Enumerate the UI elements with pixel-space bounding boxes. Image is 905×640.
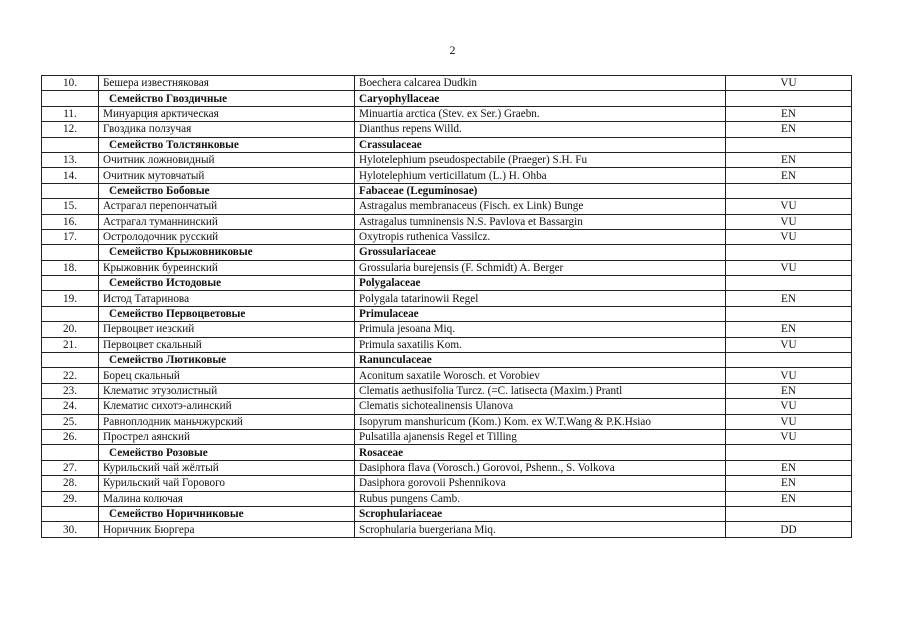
family-row [42,276,852,291]
species-name-latin-cell: Oxytropis ruthenica Vassilcz. [355,229,726,244]
row-number-cell: 22. [42,368,99,383]
species-name-ru-cell: Норичник Бюргера [99,522,355,537]
species-name-ru-cell: Минуарция арктическая [99,106,355,121]
family-name-latin-cell: Caryophyllaceae [355,91,726,106]
family-row [42,137,852,152]
species-row [42,460,852,475]
species-row [42,168,852,183]
family-name-ru-cell: Семейство Истодовые [99,276,355,291]
species-row [42,76,852,91]
species-name-ru-cell: Первоцвет иезский [99,322,355,337]
species-table-body [42,76,852,538]
status-cell: DD [726,522,852,537]
status-cell: VU [726,368,852,383]
status-cell: VU [726,214,852,229]
family-name-latin-cell: Polygalaceae [355,276,726,291]
row-number-cell: 11. [42,106,99,121]
species-row [42,414,852,429]
species-name-ru-cell: Первоцвет скальный [99,337,355,352]
family-name-ru-cell: Семейство Толстянковые [99,137,355,152]
species-name-ru-cell: Клематис этузолистный [99,383,355,398]
species-row [42,368,852,383]
species-row [42,429,852,444]
species-table [41,75,852,538]
species-name-latin-cell: Primula saxatilis Kom. [355,337,726,352]
species-row [42,152,852,167]
row-number-cell: 21. [42,337,99,352]
species-name-ru-cell: Курильский чай жёлтый [99,460,355,475]
species-name-latin-cell: Hylotelephium verticillatum (L.) H. Ohba [355,168,726,183]
species-name-ru-cell: Астрагал туманнинский [99,214,355,229]
family-name-latin-cell: Rosaceae [355,445,726,460]
row-number-cell: 20. [42,322,99,337]
family-name-latin-cell: Scrophulariaceae [355,506,726,521]
species-row [42,399,852,414]
family-name-ru-cell: Семейство Гвоздичные [99,91,355,106]
row-number-cell: 30. [42,522,99,537]
status-cell [726,276,852,291]
row-number-cell [42,183,99,198]
row-number-cell [42,245,99,260]
row-number-cell [42,506,99,521]
species-name-latin-cell: Isopyrum manshuricum (Kom.) Kom. ex W.T.Wang & P.K.Hsiao [355,414,726,429]
species-name-latin-cell: Hylotelephium pseudospectabile (Praeger) S.H. Fu [355,152,726,167]
status-cell [726,306,852,321]
status-cell [726,137,852,152]
species-row [42,122,852,137]
family-row [42,353,852,368]
family-name-latin-cell: Ranunculaceae [355,353,726,368]
row-number-cell: 29. [42,491,99,506]
family-name-ru-cell: Семейство Бобовые [99,183,355,198]
family-name-latin-cell: Crassulaceae [355,137,726,152]
page-number: 2 [449,43,456,57]
species-name-latin-cell: Boechera calcarea Dudkin [355,76,726,91]
family-row [42,306,852,321]
status-cell: VU [726,199,852,214]
species-name-latin-cell: Rubus pungens Camb. [355,491,726,506]
species-row [42,522,852,537]
species-name-ru-cell: Борец скальный [99,368,355,383]
row-number-cell: 16. [42,214,99,229]
row-number-cell: 18. [42,260,99,275]
row-number-cell: 27. [42,460,99,475]
species-name-latin-cell: Clematis sichotealinensis Ulanova [355,399,726,414]
species-name-latin-cell: Scrophularia buergeriana Miq. [355,522,726,537]
row-number-cell: 13. [42,152,99,167]
status-cell: VU [726,260,852,275]
row-number-cell: 25. [42,414,99,429]
species-name-latin-cell: Pulsatilla ajanensis Regel et Tilling [355,429,726,444]
status-cell: VU [726,229,852,244]
species-name-latin-cell: Polygala tatarinowii Regel [355,291,726,306]
row-number-cell: 14. [42,168,99,183]
status-cell: EN [726,383,852,398]
species-name-ru-cell: Очитник мутовчатый [99,168,355,183]
family-name-ru-cell: Семейство Первоцветовые [99,306,355,321]
species-row [42,491,852,506]
row-number-cell [42,137,99,152]
species-name-latin-cell: Minuartia arctica (Stev. ex Ser.) Graebn. [355,106,726,121]
status-cell: EN [726,122,852,137]
species-name-ru-cell: Клематис сихотэ-алинский [99,399,355,414]
row-number-cell: 12. [42,122,99,137]
family-row [42,245,852,260]
status-cell [726,445,852,460]
species-name-latin-cell: Dasiphora gorovoii Pshennikova [355,476,726,491]
species-name-latin-cell: Clematis aethusifolia Turcz. (=C. latisecta (Maxim.) Prantl [355,383,726,398]
status-cell: VU [726,414,852,429]
status-cell: VU [726,337,852,352]
status-cell [726,183,852,198]
status-cell: VU [726,399,852,414]
species-row [42,260,852,275]
species-row [42,229,852,244]
species-name-latin-cell: Dianthus repens Willd. [355,122,726,137]
species-row [42,476,852,491]
species-name-ru-cell: Астрагал перепончатый [99,199,355,214]
status-cell: EN [726,291,852,306]
family-name-ru-cell: Семейство Розовые [99,445,355,460]
row-number-cell: 23. [42,383,99,398]
status-cell: EN [726,460,852,475]
species-name-ru-cell: Гвоздика ползучая [99,122,355,137]
species-name-latin-cell: Grossularia burejensis (F. Schmidt) A. Berger [355,260,726,275]
row-number-cell: 10. [42,76,99,91]
status-cell [726,245,852,260]
species-name-latin-cell: Dasiphora flava (Vorosch.) Gorovoi, Pshenn., S. Volkova [355,460,726,475]
species-row [42,337,852,352]
status-cell: EN [726,476,852,491]
species-row [42,214,852,229]
species-name-latin-cell: Primula jesoana Miq. [355,322,726,337]
species-name-ru-cell: Остролодочник русский [99,229,355,244]
family-name-latin-cell: Primulaceae [355,306,726,321]
status-cell [726,91,852,106]
status-cell [726,353,852,368]
row-number-cell [42,353,99,368]
row-number-cell [42,445,99,460]
species-name-ru-cell: Малина колючая [99,491,355,506]
row-number-cell: 28. [42,476,99,491]
species-name-ru-cell: Равноплодник маньчжурский [99,414,355,429]
species-name-latin-cell: Astragalus tumninensis N.S. Pavlova et Bassargin [355,214,726,229]
species-row [42,106,852,121]
row-number-cell [42,276,99,291]
status-cell: EN [726,106,852,121]
species-name-ru-cell: Очитник ложновидный [99,152,355,167]
species-name-ru-cell: Курильский чай Горового [99,476,355,491]
row-number-cell: 24. [42,399,99,414]
family-name-ru-cell: Семейство Норичниковые [99,506,355,521]
status-cell: EN [726,322,852,337]
status-cell: VU [726,76,852,91]
status-cell: VU [726,429,852,444]
species-row [42,322,852,337]
species-name-ru-cell: Истод Татаринова [99,291,355,306]
species-name-ru-cell: Прострел аянский [99,429,355,444]
species-name-latin-cell: Aconitum saxatile Worosch. et Vorobiev [355,368,726,383]
row-number-cell [42,306,99,321]
species-row [42,291,852,306]
species-name-ru-cell: Бешера известняковая [99,76,355,91]
status-cell [726,506,852,521]
species-name-latin-cell: Astragalus membranaceus (Fisch. ex Link) Bunge [355,199,726,214]
row-number-cell: 19. [42,291,99,306]
species-row [42,383,852,398]
family-row [42,445,852,460]
species-name-ru-cell: Крыжовник буреинский [99,260,355,275]
family-row [42,91,852,106]
row-number-cell: 26. [42,429,99,444]
status-cell: EN [726,491,852,506]
row-number-cell: 17. [42,229,99,244]
row-number-cell: 15. [42,199,99,214]
species-row [42,199,852,214]
row-number-cell [42,91,99,106]
family-name-ru-cell: Семейство Крыжовниковые [99,245,355,260]
family-name-ru-cell: Семейство Лютиковые [99,353,355,368]
family-row [42,183,852,198]
status-cell: EN [726,152,852,167]
status-cell: EN [726,168,852,183]
family-row [42,506,852,521]
family-name-latin-cell: Fabaceae (Leguminosae) [355,183,726,198]
family-name-latin-cell: Grossulariaceae [355,245,726,260]
